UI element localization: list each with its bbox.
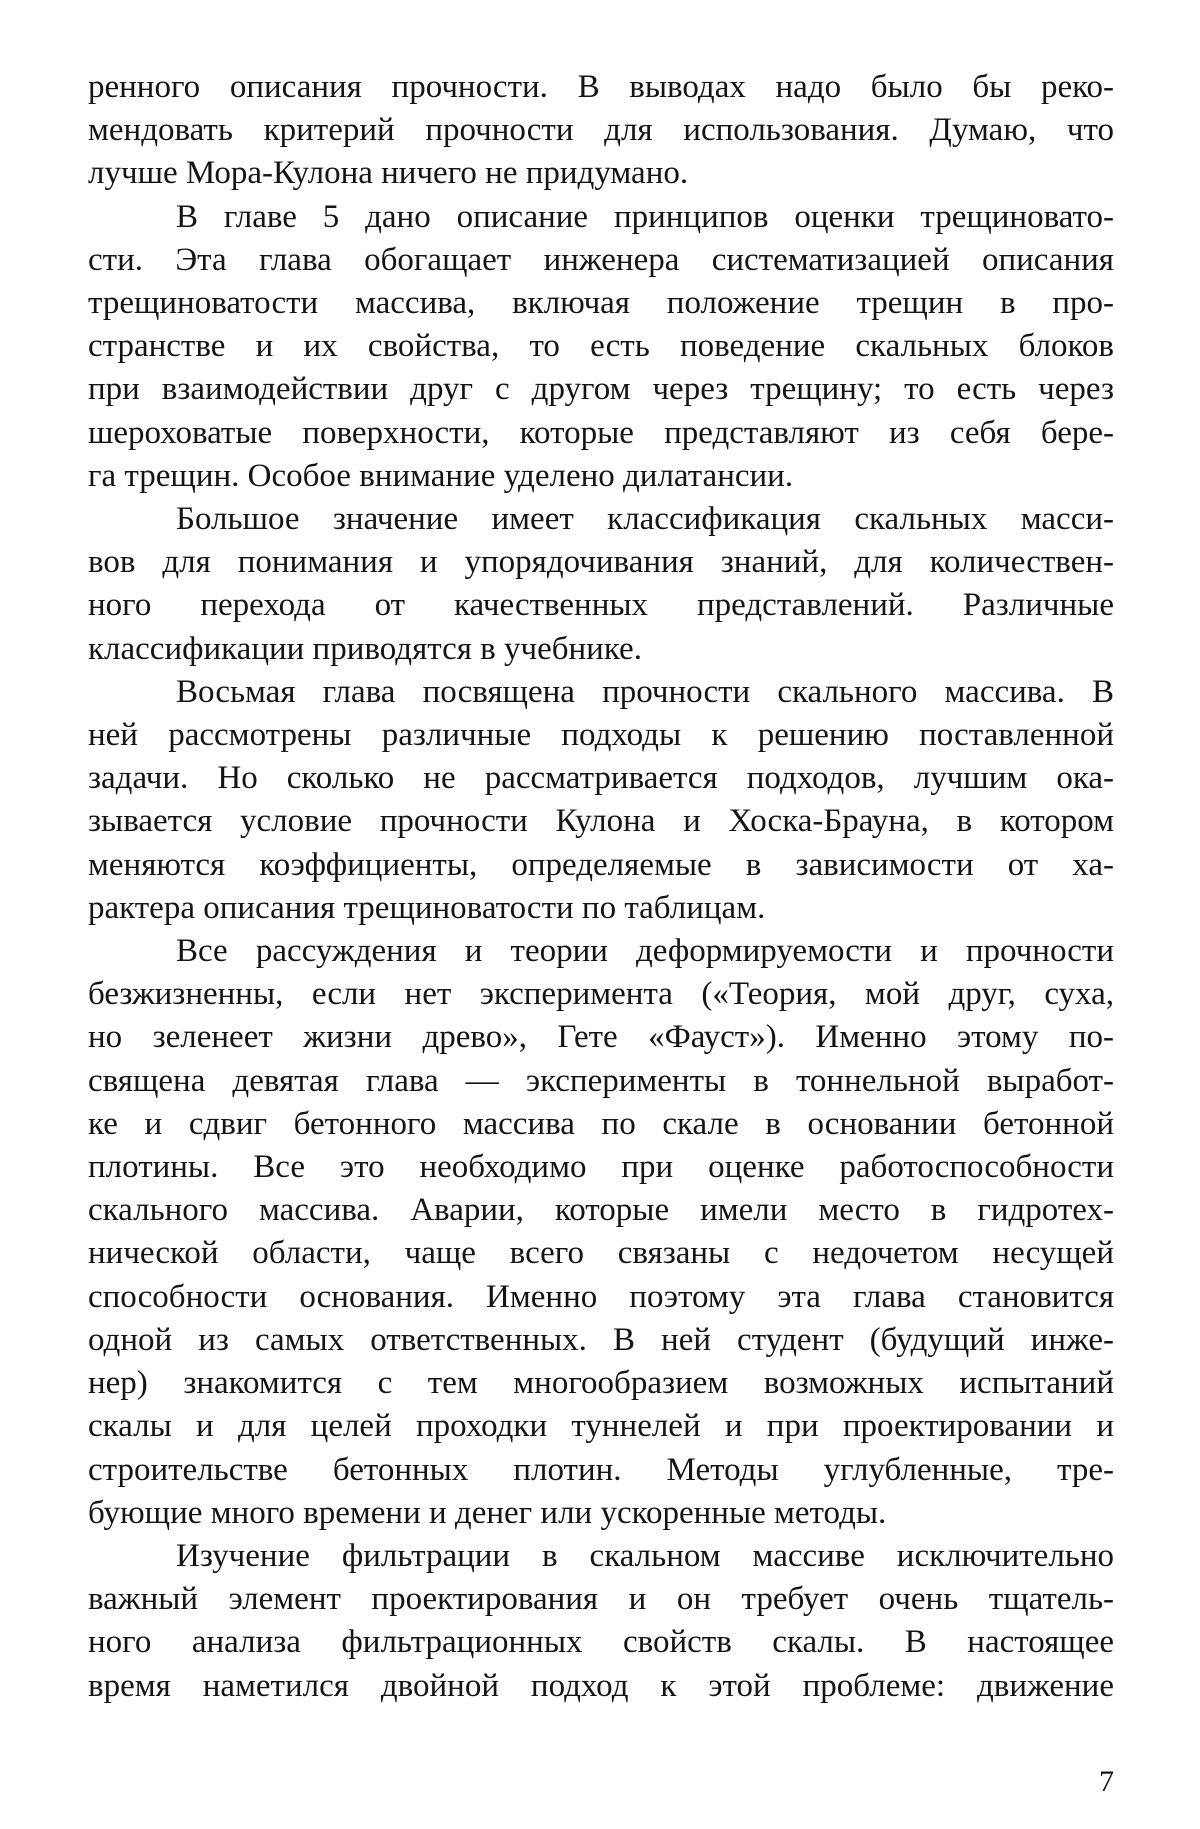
text-line: Большое значение имеет классификация скальных масси- (176, 501, 1114, 538)
text-line: плотины. Все это необходимо при оценке работоспособности (88, 1149, 1114, 1186)
paragraph (88, 498, 1114, 671)
text-line: мендовать критерий прочности для использования. Думаю, что (88, 112, 1114, 149)
text-line: В главе 5 дано описание принципов оценки трещиновато- (176, 198, 1114, 235)
text-line: одной из самых ответственных. В ней студент (будущий инже- (88, 1321, 1114, 1358)
paragraph (88, 1535, 1114, 1708)
paragraph (88, 66, 1114, 196)
text-line: ней рассмотрены различные подходы к решению поставленной (88, 717, 1114, 754)
text-line: задачи. Но сколько не рассматривается подходов, лучшим ока- (88, 760, 1114, 797)
paragraph (88, 930, 1114, 1535)
text-line: нической области, чаще всего связаны с недочетом несущей (88, 1235, 1114, 1272)
text-line: ренного описания прочности. В выводах надо было бы реко- (88, 69, 1114, 105)
text-line: скального массива. Аварии, которые имели место в гидротех- (88, 1192, 1114, 1229)
paragraph (88, 671, 1114, 930)
text-line: строительстве бетонных плотин. Методы углубленные, тре- (88, 1451, 1114, 1488)
text-line: нер) знакомится с тем многообразием возможных испытаний (88, 1365, 1114, 1402)
text-line: шероховатые поверхности, которые представляют из себя бере- (88, 414, 1114, 451)
text-line: Все рассуждения и теории деформируемости и прочности (176, 933, 1114, 970)
text-line: га трещин. Особое внимание уделено дилатансии. (88, 457, 794, 494)
paragraph (88, 196, 1114, 498)
text-line: бующие много времени и денег или ускоренные методы. (88, 1494, 887, 1531)
text-line: время наметился двойной подход к этой проблеме: движение (88, 1667, 1114, 1704)
page-number: 7 (1099, 1765, 1114, 1798)
text-line: ного анализа фильтрационных свойств скалы. В настоящее (88, 1624, 1114, 1661)
text-line: зывается условие прочности Кулона и Хоска-Брауна, в котором (88, 803, 1114, 840)
text-line: важный элемент проектирования и он требует очень тщатель- (88, 1581, 1114, 1618)
text-line: лучше Мора-Кулона ничего не придумано. (88, 155, 689, 192)
text-line: классификации приводятся в учебнике. (88, 630, 642, 667)
text-line: Восьмая глава посвящена прочности скального массива. В (176, 673, 1114, 710)
text-line: сти. Эта глава обогащает инженера систематизацией описания (88, 241, 1114, 278)
text-line: священа девятая глава — эксперименты в тоннельной выработ- (88, 1062, 1114, 1099)
text-line: способности основания. Именно поэтому эта глава становится (88, 1278, 1114, 1315)
text-line: скалы и для целей проходки туннелей и при проектировании и (88, 1408, 1114, 1445)
text-line: ного перехода от качественных представлений. Различные (88, 587, 1114, 624)
text-line: вов для понимания и упорядочивания знаний, для количествен- (88, 544, 1114, 581)
text-line: меняются коэффициенты, определяемые в зависимости от ха- (88, 846, 1114, 883)
text-line: безжизненны, если нет эксперимента («Теория, мой друг, суха, (88, 976, 1114, 1013)
text-line: Изучение фильтрации в скальном массиве исключительно (176, 1537, 1114, 1574)
text-line: рактера описания трещиноватости по таблицам. (88, 889, 766, 926)
text-line: при взаимодействии друг с другом через трещину; то есть через (88, 371, 1114, 408)
text-line: трещиноватости массива, включая положение трещин в про- (88, 285, 1114, 322)
text-line: странстве и их свойства, то есть поведение скальных блоков (88, 328, 1114, 365)
text-line: но зеленеет жизни древо», Гете «Фауст»). Именно этому по- (88, 1019, 1114, 1056)
text-body (88, 66, 1114, 1708)
text-line: ке и сдвиг бетонного массива по скале в основании бетонной (88, 1105, 1114, 1142)
